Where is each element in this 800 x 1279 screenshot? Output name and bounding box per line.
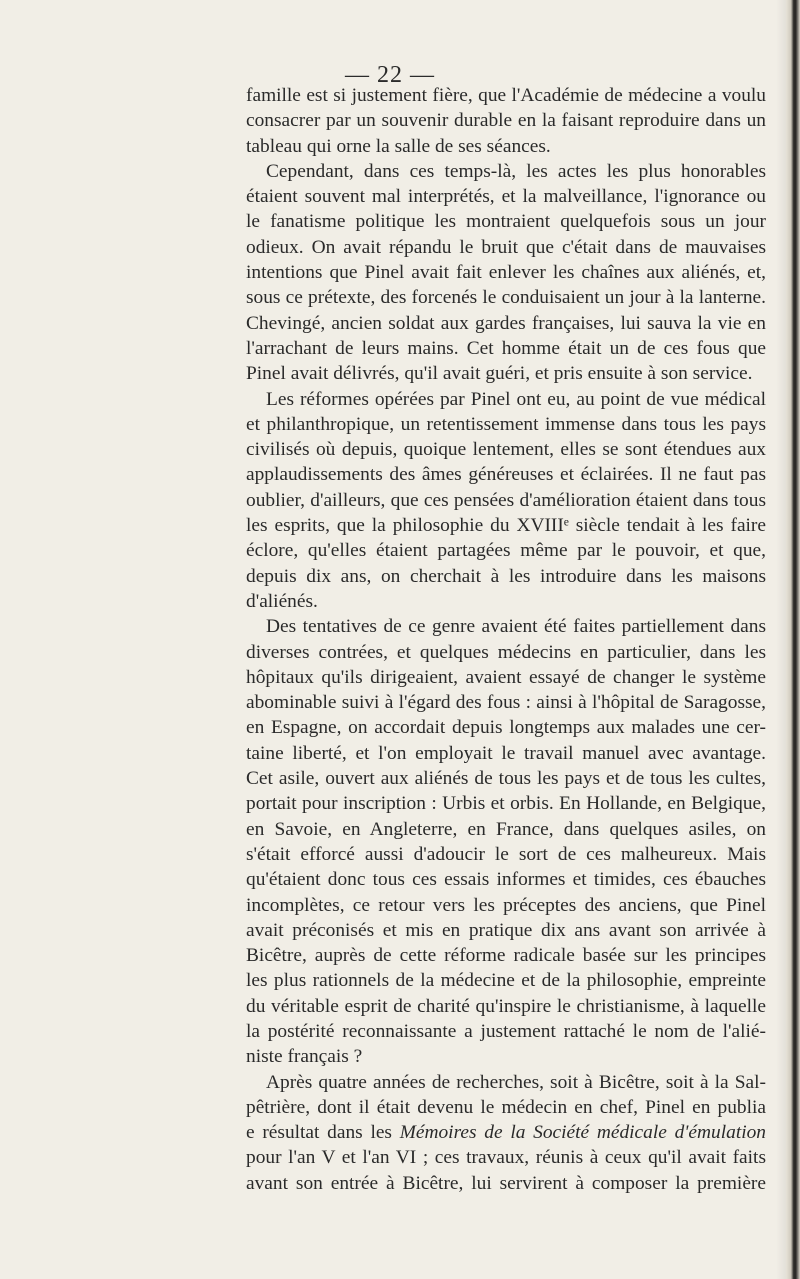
text-line: portait pour inscription : Urbis et orbis. En Hollande, en Belgique, xyxy=(246,793,766,815)
text-line: consacrer par un souvenir durable en la faisant reproduire dans un xyxy=(246,110,766,132)
text-line: les esprits, que la philosophie du XVIIIᵉ siècle tendait à les faire xyxy=(246,515,766,537)
text-line: taine liberté, et l'on employait le travail manuel avec avantage. xyxy=(246,742,766,764)
page-gutter-shadow xyxy=(776,0,786,1279)
text-line: qu'étaient donc tous ces essais informes et timides, ces ébauches xyxy=(246,869,766,891)
text-line: applaudissements des âmes généreuses et éclairées. Il ne faut pas xyxy=(246,464,766,486)
text-line: intentions que Pinel avait fait enlever les chaînes aux aliénés, et, xyxy=(246,262,766,284)
text-line: en Espagne, on accordait depuis longtemps aux malades une cer- xyxy=(246,717,766,739)
text-line: étaient souvent mal interprétés, et la malveillance, l'ignorance ou xyxy=(246,186,766,208)
text-line: Des tentatives de ce genre avaient été faites partiellement dans xyxy=(266,616,766,638)
page-edge xyxy=(786,0,800,1279)
text-line: oublier, d'ailleurs, que ces pensées d'amélioration étaient dans tous xyxy=(246,489,766,511)
text-line: civilisés où depuis, quoique lentement, elles se sont étendues aux xyxy=(246,439,766,461)
text-line: l'arrachant de leurs mains. Cet homme était un de ces fous que xyxy=(246,337,766,359)
text-line: du véritable esprit de charité qu'inspire le christianisme, à laquelle xyxy=(246,995,766,1017)
text-line: Bicêtre, auprès de cette réforme radicale basée sur les principes xyxy=(246,945,766,967)
page-number: — 22 — xyxy=(345,62,435,88)
text-line: e résultat dans les Mémoires de la Société médicale d'émulation xyxy=(246,1122,766,1144)
text-line: la postérité reconnaissante a justement rattaché le nom de l'alié- xyxy=(246,1020,766,1042)
text-line: et philanthropique, un retentissement immense dans tous les pays xyxy=(246,413,766,435)
text-line: Les réformes opérées par Pinel ont eu, au point de vue médical xyxy=(266,388,766,410)
text-line: Cet asile, ouvert aux aliénés de tous les pays et de tous les cultes, xyxy=(246,768,766,790)
text-line: famille est si justement fière, que l'Académie de médecine a voulu xyxy=(246,85,766,106)
text-line: en Savoie, en Angleterre, en France, dans quelques asiles, on xyxy=(246,818,766,840)
text-line: abominable suivi à l'égard des fous : ainsi à l'hôpital de Saragosse, xyxy=(246,692,766,714)
text-line: Chevingé, ancien soldat aux gardes françaises, lui sauva la vie en xyxy=(246,312,766,334)
text-line: hôpitaux qu'ils dirigeaient, avaient essayé de changer le système xyxy=(246,666,766,688)
text-line: éclore, qu'elles étaient partagées même par le pouvoir, et que, xyxy=(246,540,766,562)
text-line: pour l'an V et l'an VI ; ces travaux, réunis à ceux qu'il avait faits xyxy=(246,1147,766,1169)
text-line: diverses contrées, et quelques médecins en particulier, dans les xyxy=(246,641,766,663)
text-line: incomplètes, ce retour vers les préceptes des anciens, que Pinel xyxy=(246,894,766,916)
text-line: avait préconisés et mis en pratique dix ans avant son arrivée à xyxy=(246,919,766,941)
text-line: sous ce prétexte, des forcenés le conduisaient un jour à la lanterne. xyxy=(246,287,766,309)
text-line: niste français ? xyxy=(246,1046,363,1068)
body-text xyxy=(246,83,766,1196)
text-line: pêtrière, dont il était devenu le médecin en chef, Pinel en publia xyxy=(246,1096,766,1118)
text-line: tableau qui orne la salle de ses séances. xyxy=(246,135,551,157)
text-line: avant son entrée à Bicêtre, lui servirent à composer la première xyxy=(246,1172,766,1194)
text-line: les plus rationnels de la médecine et de la philosophie, empreinte xyxy=(246,970,766,992)
text-line: Cependant, dans ces temps-là, les actes les plus honorables xyxy=(266,160,766,182)
text-line: depuis dix ans, on cherchait à les introduire dans les maisons xyxy=(246,565,766,587)
text-line: le fanatisme politique les montraient quelquefois sous un jour xyxy=(246,211,766,233)
text-line: odieux. On avait répandu le bruit que c'était dans de mauvaises xyxy=(246,236,766,258)
text-line: s'était efforcé aussi d'adoucir le sort de ces malheureux. Mais xyxy=(246,843,766,865)
text-line: d'aliénés. xyxy=(246,590,318,612)
text-line: Après quatre années de recherches, soit à Bicêtre, soit à la Sal- xyxy=(266,1071,766,1093)
text-line: Pinel avait délivrés, qu'il avait guéri, et pris ensuite à son service. xyxy=(246,363,753,385)
